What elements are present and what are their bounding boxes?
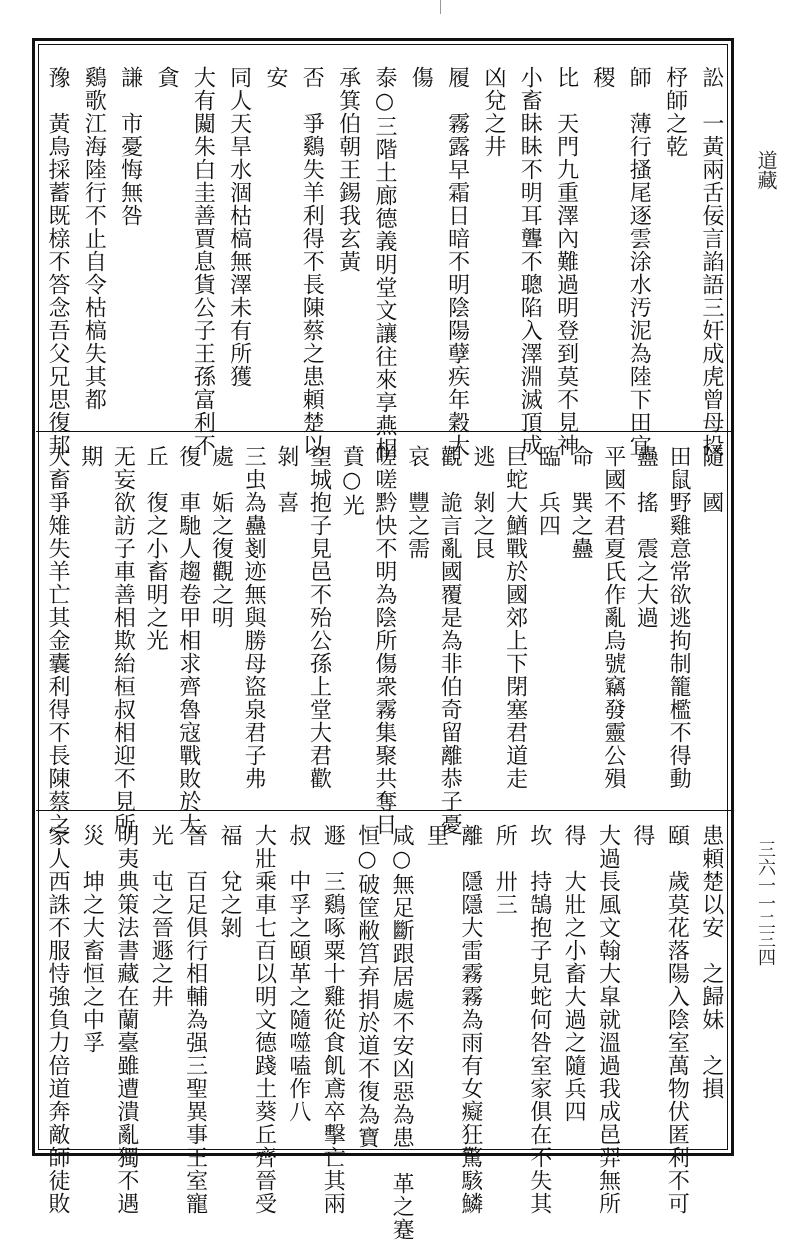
text-column: 得 大壯之小畜大過之隨兵四 (561, 824, 587, 1123)
text-band-top (36, 66, 732, 460)
text-column: 稷 (589, 66, 615, 89)
text-column: 剝 喜 (273, 445, 299, 514)
text-column: 訟 一黃兩舌佞言諂語三奸成虎曾母投 (698, 66, 724, 457)
text-column: 命 巽之蠱 (568, 445, 593, 560)
fold-mark (440, 0, 441, 14)
margin-title: 道藏 (754, 150, 778, 190)
text-column: 平國不君夏氏作亂烏號竊發靈公殞 (600, 445, 626, 790)
text-column: 三虫為蠱剗迹無與勝母盜泉君子弗 (241, 445, 267, 790)
text-column: 大壯乘車七百以明文德踐土葵丘齊晉受 (251, 824, 277, 1215)
text-column: 晉 百足俱行相輔為强三聖異事王室寵 (182, 824, 208, 1215)
text-column: 凶兌之井 (480, 66, 506, 158)
text-column: 災 坤之大畜恒之中孚 (79, 824, 105, 1054)
text-column: 所 卅三 (492, 824, 518, 916)
text-column: 杼師之乾 (662, 66, 688, 158)
text-column: 貪 (153, 66, 179, 89)
text-column: 觀 詭言亂國覆是為非伯奇留離恭子憂 (437, 445, 463, 836)
text-column: 小畜眛眛不明耳聾不聰陷入澤淵滅頂成 (517, 66, 543, 457)
text-column: 里 (423, 824, 449, 847)
text-column: 田鼠野雞意常欲逃拘制籠檻不得動 (666, 445, 692, 790)
text-column: 无妄欲訪子車善相欺紿桓叔相迎不見所 (110, 445, 136, 836)
text-column: 履 霧露早霜日暗不明陰陽孽疾年穀大 (444, 66, 470, 457)
text-band-middle (36, 445, 732, 836)
text-column: 鷄歌江海陸行不止自令枯槁失其都 (81, 66, 107, 411)
text-column: 離 隱隱大雷霧霧為雨有女癡狂驚駭鱗 (457, 824, 483, 1215)
text-column: 豫 黃鳥採蓄既榇不答念吾父兄思復邦 (45, 66, 70, 457)
text-column: 期 (77, 445, 103, 468)
text-column: 賁○光 (339, 445, 365, 517)
text-column: 大畜爭雉失羊亡其金囊利得不長陳蔡之 (45, 445, 70, 836)
text-column: 丘 復之小畜明之光 (143, 445, 169, 652)
text-column: 否 爭鷄失羊利得不長陳蔡之患頼楚以 (299, 66, 325, 457)
text-column: 比 天門九重澤內難過明登到莫不見神 (553, 66, 579, 457)
text-column: 同人天旱水涸枯槁無澤未有所獲 (226, 66, 252, 388)
text-column: 泰○三階土廊德義明堂文讓往來享燕相 (371, 66, 397, 460)
text-column: 大有闚朱白圭善賈息貨公子王孫富利不 (190, 66, 216, 457)
text-column: 得 (629, 824, 655, 847)
text-column: 承箕伯朝王錫我玄黃 (335, 66, 361, 273)
text-column: 坎 持鵠抱子見蛇何咎室家俱在不失其 (526, 824, 552, 1215)
text-column: 傷 (408, 66, 434, 89)
text-column: 明夷典策法書藏在蘭臺雖遭潰亂獨不遇 (113, 824, 139, 1215)
text-column: 光 屯之晉遯之井 (148, 824, 174, 1008)
text-column: 頤 歲莫花落陽入陰室萬物伏匿利不可 (664, 824, 690, 1215)
text-column: 福 兌之剝 (217, 824, 243, 939)
page-number: 三六一一二三四 (755, 840, 776, 966)
text-column: 哀 豐之需 (404, 445, 430, 560)
text-column: 復 車馳人趨卷甲相求齊魯寇戰敗於大 (175, 445, 201, 836)
text-column: 蠱 搖 震之大過 (633, 445, 659, 629)
text-band-bottom (36, 824, 732, 1241)
text-column: 處 姤之復觀之明 (208, 445, 234, 629)
text-column: 咸○無足斷跟居處不安凶惡為患 革之蹇 (389, 824, 415, 1241)
text-column: 叔 中孚之頤革之隨噬嗑作八 (285, 824, 311, 1123)
text-column: 嗟嗟黔快不明為陰所傷衆霧集聚共奪日 (371, 445, 397, 836)
text-column: 遯 三鷄啄粟十雞從食飢鳶卒擊亡其兩 (320, 824, 346, 1215)
text-column: 家人西誅不服恃強負力倍道奔敵師徒敗 (45, 824, 70, 1215)
text-column: 逃 剝之艮 (469, 445, 495, 560)
text-column: 恒○破筐敝筥弃捐於道不復為寶 (354, 824, 380, 1149)
text-column: 臨 兵四 (535, 445, 561, 537)
text-column: 隨 國 (698, 445, 724, 514)
text-column: 謙 市憂悔無咎 (117, 66, 143, 227)
text-column: 師 薄行搔尾逐雲涂水汚泥為陸下田宜 (626, 66, 652, 457)
text-column: 巨蛇大鰌戰於國郊上下閉塞君道走 (502, 445, 528, 790)
text-column: 患頼楚以安 之歸妹 之損 (698, 824, 724, 1100)
text-column: 大過長風文翰大皐就溫過我成邑羿無所 (595, 824, 621, 1215)
text-column: 安 (262, 66, 288, 89)
text-column: 望城抱子見邑不殆公孫上堂大君歡 (306, 445, 332, 790)
